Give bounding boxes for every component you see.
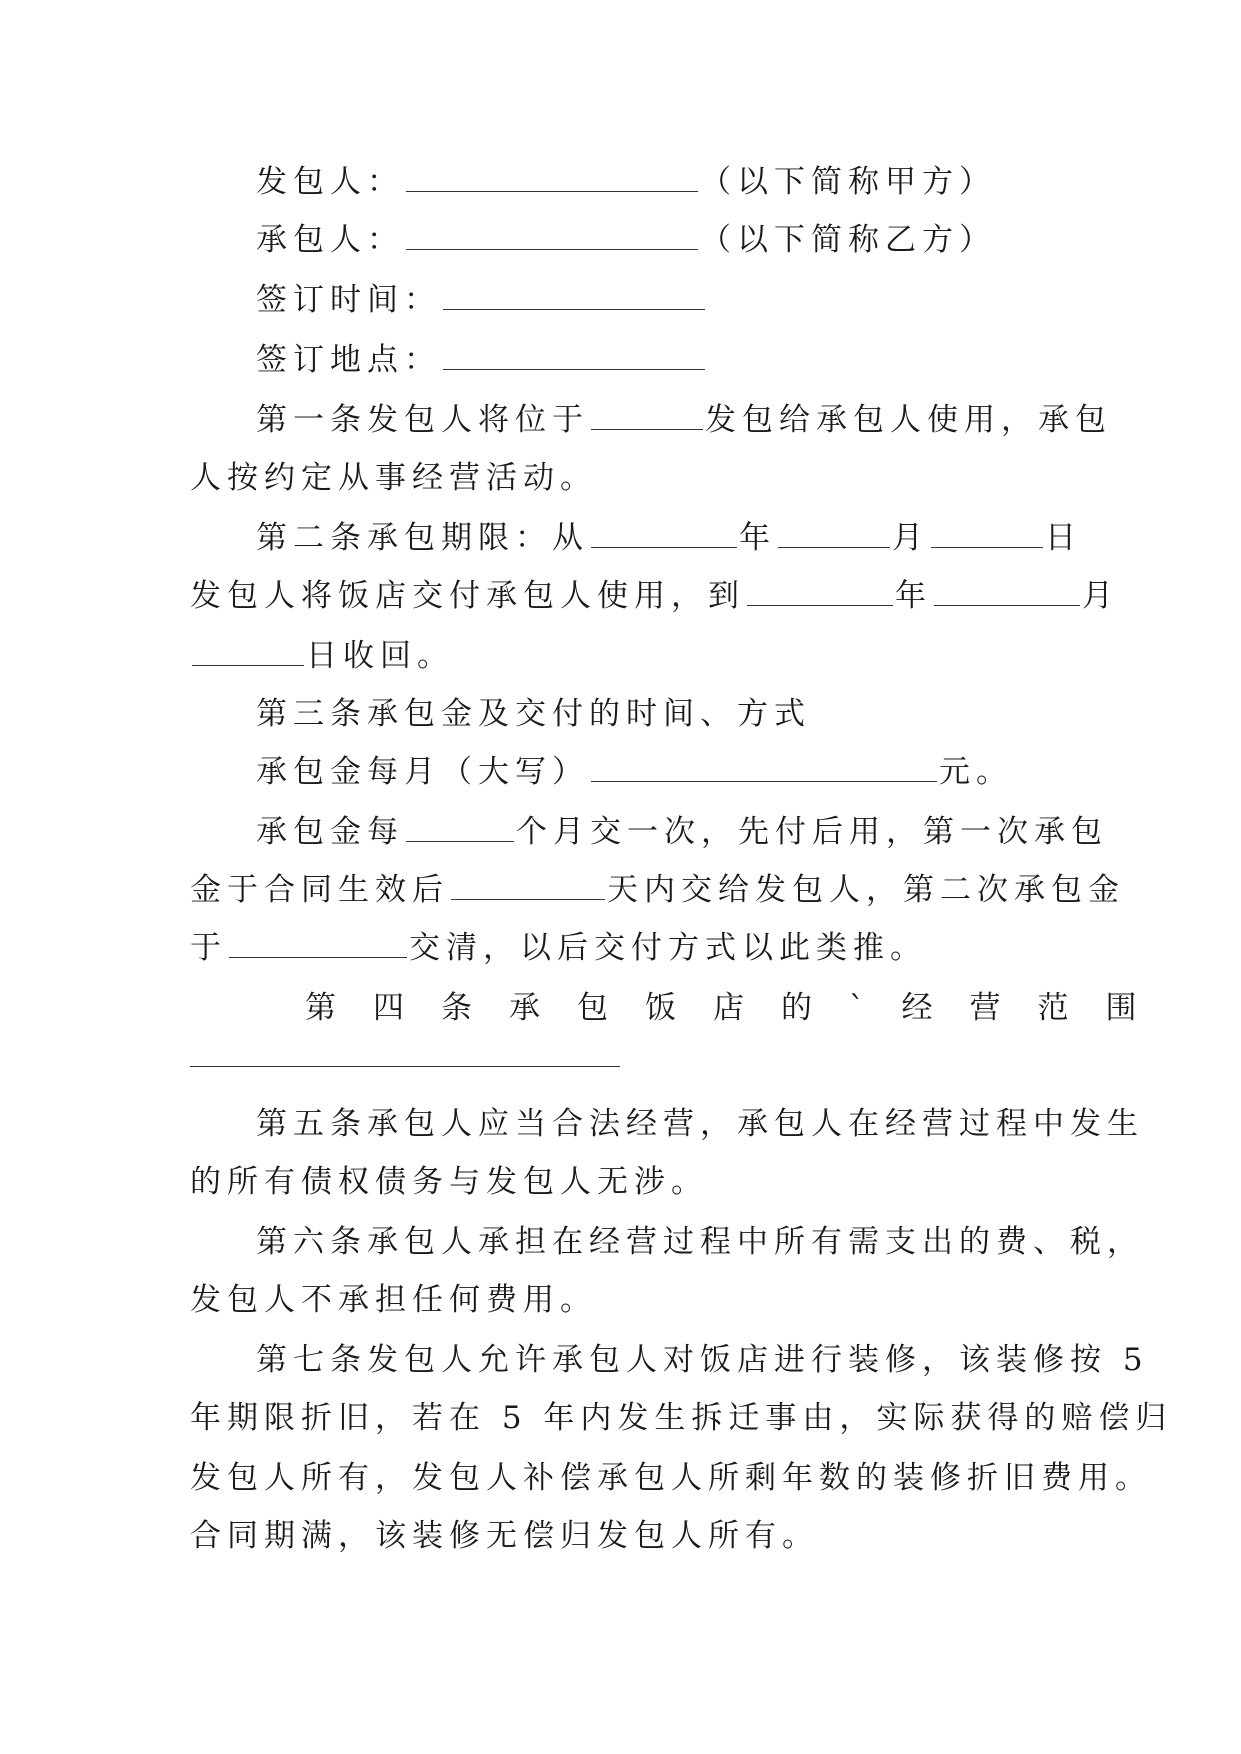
chengbaoren-blank[interactable] <box>406 223 698 250</box>
sign-time-blank[interactable] <box>443 283 705 310</box>
article-3-line-4 <box>190 928 927 968</box>
article-7-text-d: 合同期满，该装修无偿归发包人所有。 <box>190 1518 819 1554</box>
sign-place-label: 签订地点： <box>256 342 441 378</box>
article-6-text-a: 第六条承包人承担在经营过程中所有需支出的费、税， <box>256 1224 1144 1260</box>
article-1-text-c: 人按约定从事经营活动。 <box>190 460 597 496</box>
article-1-text-b: 发包给承包人使用，承包 <box>705 402 1112 438</box>
article-1-text-a: 第一条发包人将位于 <box>256 402 589 438</box>
chengbaoren-note: （以下简称乙方） <box>700 222 996 258</box>
article-3-text-b: 元。 <box>939 754 1013 790</box>
article-1-line-1 <box>256 400 1112 440</box>
sign-time-line <box>256 280 707 320</box>
start-year-blank[interactable] <box>591 521 737 548</box>
fabaoren-note: （以下简称甲方） <box>700 164 996 200</box>
article-3-text-f: 天内交给发包人，第二次承包金 <box>607 872 1125 908</box>
article-3-line-1 <box>256 752 1013 792</box>
start-day-label: 日 <box>1045 520 1082 556</box>
article-3-text-a: 承包金每月（大写） <box>256 754 589 790</box>
article-2-text-c: 日收回。 <box>306 638 454 674</box>
article-5-text-b: 的所有债权债务与发包人无涉。 <box>190 1164 708 1200</box>
article-5-text-a: 第五条承包人应当合法经营，承包人在经营过程中发生 <box>256 1106 1144 1142</box>
article-6-line-1 <box>256 1222 1144 1262</box>
article-3-text-c: 承包金每 <box>256 814 404 850</box>
end-month-blank[interactable] <box>934 579 1080 606</box>
article-4-text: 第四条承包饭店的`经营范围 <box>305 990 1174 1026</box>
fabaoren-blank[interactable] <box>406 165 698 192</box>
chengbaoren-label: 承包人： <box>256 222 404 258</box>
article-1-line-2 <box>190 458 597 498</box>
article-3-text-g: 于 <box>190 930 227 966</box>
article-4-line <box>305 988 1174 1028</box>
article-2-line-2 <box>190 576 1119 616</box>
article-5-line-2 <box>190 1162 708 1202</box>
article-6-text-b: 发包人不承担任何费用。 <box>190 1282 597 1318</box>
scope-blank[interactable] <box>190 1066 620 1067</box>
sign-place-line <box>256 340 707 380</box>
article-3-text-e: 金于合同生效后 <box>190 872 449 908</box>
start-day-blank[interactable] <box>931 521 1043 548</box>
end-year-blank[interactable] <box>747 579 893 606</box>
article-2-text-a: 第二条承包期限：从 <box>256 520 589 556</box>
end-year-label: 年 <box>895 578 932 614</box>
article-3-line-2 <box>256 812 1108 852</box>
end-day-blank[interactable] <box>192 639 304 666</box>
article-3-title-text: 第三条承包金及交付的时间、方式 <box>256 696 811 732</box>
second-payment-blank[interactable] <box>229 931 407 958</box>
chengbaoren-line <box>256 220 996 260</box>
article-3-text-h: 交清，以后交付方式以此类推。 <box>409 930 927 966</box>
sign-time-label: 签订时间： <box>256 282 441 318</box>
article-7-line-3 <box>190 1458 1152 1498</box>
start-month-label: 月 <box>892 520 929 556</box>
fabaoren-line <box>256 162 996 202</box>
article-5-line-1 <box>256 1104 1144 1144</box>
end-month-label: 月 <box>1082 578 1119 614</box>
article-2-line-1 <box>256 518 1082 558</box>
start-month-blank[interactable] <box>778 521 890 548</box>
months-blank[interactable] <box>406 815 514 842</box>
article-3-line-3 <box>190 870 1125 910</box>
article-7-line-4 <box>190 1516 819 1556</box>
article-7-text-c: 发包人所有，发包人补偿承包人所剩年数的装修折旧费用。 <box>190 1460 1152 1496</box>
article-7-text-b: 年期限折旧，若在 5 年内发生拆迁事由，实际获得的赔偿归 <box>190 1400 1173 1436</box>
article-2-text-b: 发包人将饭店交付承包人使用，到 <box>190 578 745 614</box>
start-year-label: 年 <box>739 520 776 556</box>
location-blank[interactable] <box>591 403 703 430</box>
fabaoren-label: 发包人： <box>256 164 404 200</box>
article-7-line-2 <box>190 1398 1172 1438</box>
article-3-title <box>256 694 811 734</box>
article-2-line-3 <box>190 636 454 676</box>
article-3-text-d: 个月交一次，先付后用，第一次承包 <box>516 814 1108 850</box>
article-7-text-a: 第七条发包人允许承包人对饭店进行装修，该装修按 5 <box>256 1342 1149 1378</box>
article-6-line-2 <box>190 1280 597 1320</box>
days-blank[interactable] <box>451 873 605 900</box>
monthly-amount-blank[interactable] <box>591 755 937 782</box>
article-7-line-1 <box>256 1340 1149 1380</box>
sign-place-blank[interactable] <box>443 343 705 370</box>
